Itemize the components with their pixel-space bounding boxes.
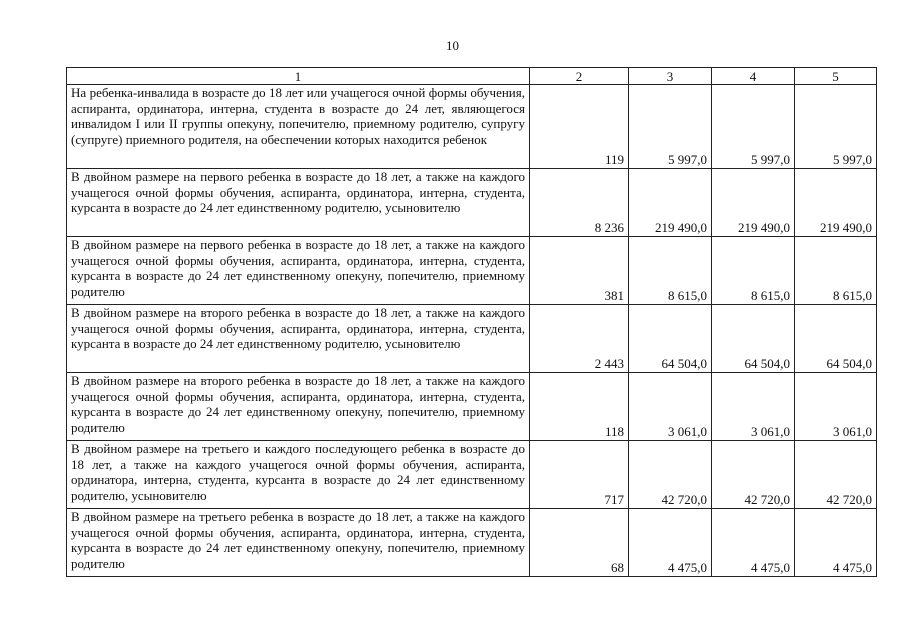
row-count: 119 [530,85,629,169]
row-amount-col4: 4 475,0 [712,509,795,577]
row-description: На ребенка-инвалида в возрасте до 18 лет или учащегося очной формы обучения, аспиранта, ординатора, интерна, студента в возрасте до 24 лет, являющегося инвалидом I или II группы опекуну, попечителю, приемному родителю, супругу (супруге) приемного родителя, на обеспечении которых находится ребенок [67,85,530,169]
row-description: В двойном размере на первого ребенка в возрасте до 18 лет, а также на каждого учащегося очной формы обучения, аспиранта, ординатора, интерна, студента, курсанта в возрасте до 24 лет единственному родителю, усыновителю [67,169,530,237]
table-row [67,441,877,509]
row-description: В двойном размере на второго ребенка в возрасте до 18 лет, а также на каждого учащегося очной формы обучения, аспиранта, ординатора, интерна, студента, курсанта в возрасте до 24 лет единственному родителю, усыновителю [67,305,530,373]
row-count: 717 [530,441,629,509]
row-amount-col5: 8 615,0 [795,237,877,305]
row-amount-col5: 3 061,0 [795,373,877,441]
page-number: 10 [446,38,459,53]
table-row [67,169,877,237]
row-amount-col4: 219 490,0 [712,169,795,237]
column-header: 2 [530,68,629,85]
row-amount-col3: 42 720,0 [629,441,712,509]
column-header: 3 [629,68,712,85]
row-amount-col5: 64 504,0 [795,305,877,373]
row-description: В двойном размере на третьего и каждого последующего ребенка в возрасте до 18 лет, а также на каждого учащегося очной формы обучения, аспиранта, ординатора, интерна, студента, курсанта в возрасте до 24 лет единственному родителю, усыновителю [67,441,530,509]
row-count: 68 [530,509,629,577]
column-header: 4 [712,68,795,85]
table-row [67,85,877,169]
row-count: 118 [530,373,629,441]
row-count: 2 443 [530,305,629,373]
row-count: 8 236 [530,169,629,237]
row-amount-col4: 42 720,0 [712,441,795,509]
table-row [67,305,877,373]
row-amount-col4: 5 997,0 [712,85,795,169]
row-amount-col5: 5 997,0 [795,85,877,169]
row-amount-col5: 42 720,0 [795,441,877,509]
benefits-table [66,67,877,577]
row-amount-col5: 219 490,0 [795,169,877,237]
row-amount-col4: 64 504,0 [712,305,795,373]
row-amount-col3: 5 997,0 [629,85,712,169]
row-amount-col3: 3 061,0 [629,373,712,441]
column-header: 1 [67,68,530,85]
table-header-row [67,68,877,85]
row-amount-col4: 8 615,0 [712,237,795,305]
row-amount-col4: 3 061,0 [712,373,795,441]
row-count: 381 [530,237,629,305]
row-amount-col3: 219 490,0 [629,169,712,237]
row-description: В двойном размере на второго ребенка в возрасте до 18 лет, а также на каждого учащегося очной формы обучения, аспиранта, ординатора, интерна, студента, курсанта в возрасте до 24 лет единственному опекуну, попечителю, приемному родителю [67,373,530,441]
table-row [67,509,877,577]
row-amount-col3: 8 615,0 [629,237,712,305]
table-row [67,237,877,305]
column-header: 5 [795,68,877,85]
table-row [67,373,877,441]
row-amount-col5: 4 475,0 [795,509,877,577]
row-amount-col3: 64 504,0 [629,305,712,373]
row-description: В двойном размере на первого ребенка в возрасте до 18 лет, а также на каждого учащегося очной формы обучения, аспиранта, ординатора, интерна, студента, курсанта в возрасте до 24 лет единственному опекуну, попечителю, приемному родителю [67,237,530,305]
row-description: В двойном размере на третьего ребенка в возрасте до 18 лет, а также на каждого учащегося очной формы обучения, аспиранта, ординатора, интерна, студента, курсанта в возрасте до 24 лет единственному опекуну, попечителю, приемному родителю [67,509,530,577]
row-amount-col3: 4 475,0 [629,509,712,577]
